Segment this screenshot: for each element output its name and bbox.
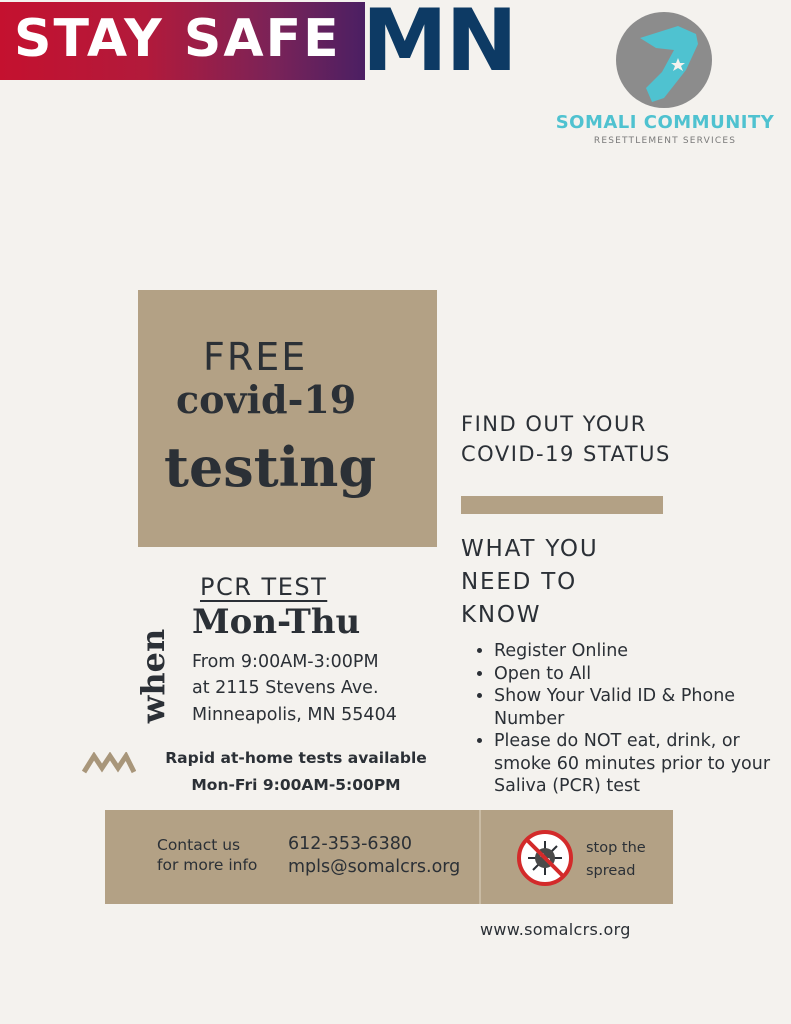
zigzag-icon (82, 752, 136, 774)
email-address: mpls@somalcrs.org (288, 857, 461, 877)
need-heading (461, 533, 701, 632)
address-text: at 2115 Stevens Ave. (192, 678, 379, 698)
contact-label-line1: Contact us (157, 836, 241, 854)
status-heading (461, 409, 761, 469)
no-virus-icon (516, 829, 574, 887)
free-label: FREE (203, 335, 308, 379)
rapid-hours-text: Mon-Fri 9:00AM-5:00PM (191, 776, 401, 794)
org-subtitle: RESETTLEMENT SERVICES (593, 136, 737, 146)
banner-text: STAY SAFE (14, 9, 341, 69)
list-item: • Please do NOT eat, drink, or smoke 60 minutes prior to your Saliva (PCR) test (494, 730, 791, 798)
list-item: • Register Online (494, 640, 791, 663)
need-heading-line2: NEED TO (461, 569, 578, 595)
requirements-list (470, 640, 791, 798)
divider-bar (461, 496, 663, 514)
city-text: Minneapolis, MN 55404 (192, 705, 397, 725)
stop-text-line1: stop the (586, 840, 646, 856)
pcr-test-label: PCR TEST (200, 573, 328, 601)
list-item: • Open to All (494, 663, 791, 686)
need-heading-line1: WHAT YOU (461, 536, 599, 562)
list-item: • Show Your Valid ID & Phone Number (494, 685, 791, 730)
covid-label: covid-19 (176, 377, 357, 422)
need-heading-line3: KNOW (461, 602, 542, 628)
status-heading-line2: COVID-19 STATUS (461, 442, 671, 466)
banner-mn: MN (362, 0, 516, 91)
stop-text-line2: spread (586, 863, 636, 879)
phone-number: 612-353-6380 (288, 834, 412, 854)
contact-separator (479, 810, 481, 904)
days-label: Mon-Thu (192, 602, 361, 642)
status-heading-line1: FIND OUT YOUR (461, 412, 647, 436)
org-name: SOMALI COMMUNITY (555, 112, 775, 133)
testing-label: testing (164, 435, 377, 499)
website-link[interactable]: www.somalcrs.org (480, 920, 631, 939)
somalia-map-logo-icon (612, 8, 716, 112)
contact-label-line2: for more info (157, 856, 258, 874)
when-label: when (134, 628, 172, 724)
hours-text: From 9:00AM-3:00PM (192, 652, 379, 672)
rapid-tests-text: Rapid at-home tests available (165, 749, 427, 767)
